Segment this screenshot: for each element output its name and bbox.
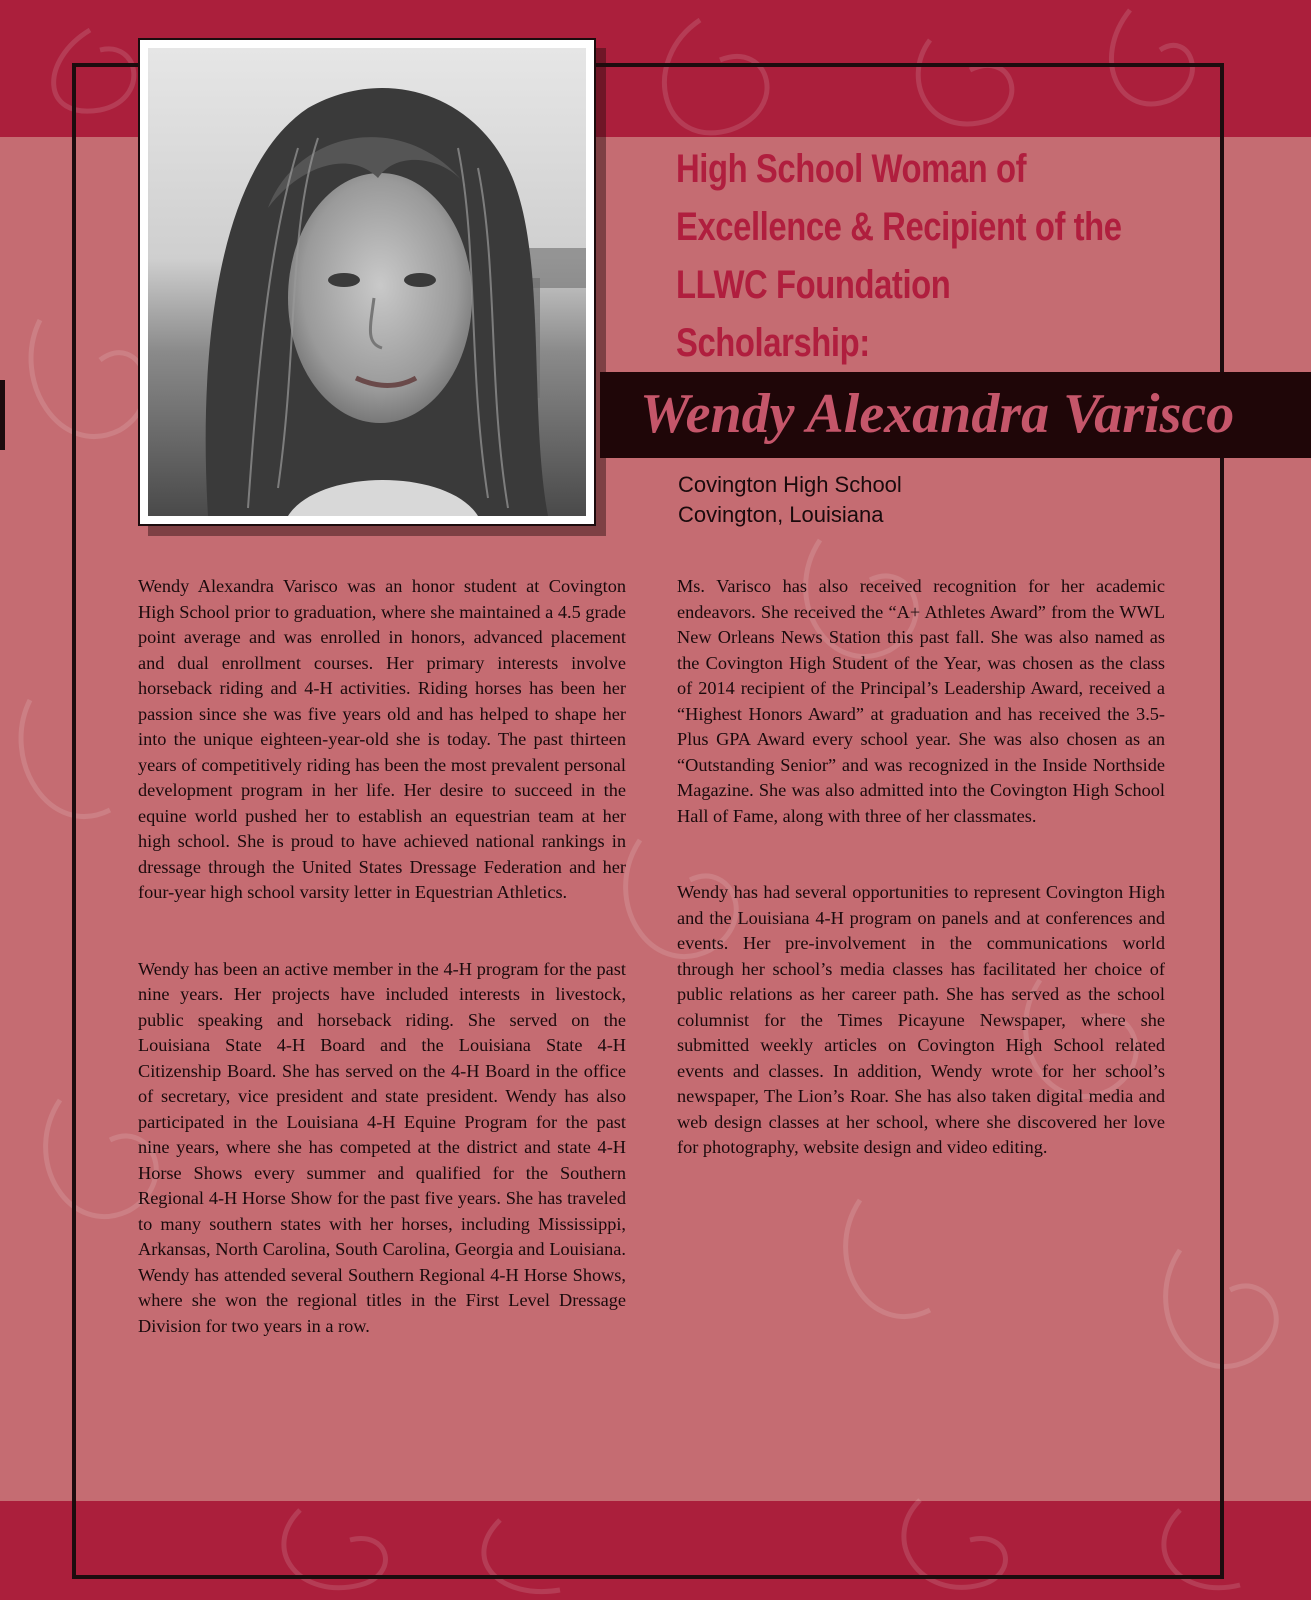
- portrait-photo: [138, 38, 596, 526]
- body-paragraph: Wendy Alexandra Varisco was an honor student at Covington High School prior to graduation, where she maintained a 4.5 grade point average and was enrolled in honors, advanced placement and dual enrollment courses. Her primary interests involve horseback riding and 4-H activities. Riding horses has been her passion since she was five years old and has helped to shape her into the unique eighteen-year-old she is today. The past thirteen years of competitively riding has been the most prevalent personal development program in her life. Her desire to succeed in the equine world pushed her to establish an equestrian team at her high school. She is proud to have achieved national rankings in dressage through the United States Dressage Federation and her four-year high school varsity letter in Equestrian Athletics.: [138, 576, 626, 902]
- portrait-image: [148, 48, 586, 516]
- school-name: Covington High School: [678, 472, 902, 497]
- left-column: [138, 574, 626, 1339]
- edge-tab: [0, 380, 5, 450]
- recipient-name: Wendy Alexandra Varisco: [640, 383, 1235, 445]
- page-title: High School Woman of Excellence & Recipient of the LLWC Foundation Scholarship:: [676, 147, 1122, 365]
- school-location: Covington, Louisiana: [678, 502, 884, 527]
- right-column: [677, 574, 1165, 1161]
- school-info: [678, 470, 1078, 530]
- body-paragraph: Ms. Varisco has also received recognition for her academic endeavors. She received the “A+ Athletes Award” from the WWL New Orleans News Station this past fall. She was also named as the Covington High Student of the Year, was chosen as the class of 2014 recipient of the Principal’s Leadership Award, received a “Highest Honors Award” at graduation and has received the 3.5-Plus GPA Award every school year. She was also chosen as an “Outstanding Senior” and was recognized in the Inside Northside Magazine. She was also admitted into the Covington High School Hall of Fame, along with three of her classmates.: [677, 576, 1165, 826]
- body-paragraph: Wendy has had several opportunities to represent Covington High and the Louisiana 4-H program on panels and at conferences and events. Her pre-involvement in the communications world through her school’s media classes has facilitated her choice of public relations as her career path. She has served as the school columnist for the Times Picayune Newspaper, where she submitted weekly articles on Covington High School related events and classes. In addition, Wendy wrote for her school’s newspaper, The Lion’s Roar. She has also taken digital media and web design classes at her school, where she discovered her love for photography, website design and video editing.: [677, 882, 1165, 1157]
- body-paragraph: Wendy has been an active member in the 4-H program for the past nine years. Her projects have included interests in livestock, public speaking and horseback riding. She served on the Louisiana State 4-H Board and the Louisiana State 4-H Citizenship Board. She has served on the 4-H Board in the office of secretary, vice president and state president. Wendy has also participated in the Louisiana 4-H Equine Program for the past nine years, where she has competed at the district and state 4-H Horse Shows every summer and qualified for the Southern Regional 4-H Horse Show for the past five years. She has traveled to many southern states with her horses, including Mississippi, Arkansas, North Carolina, South Carolina, Georgia and Louisiana. Wendy has attended several Southern Regional 4-H Horse Shows, where she won the regional titles in the First Level Dressage Division for two years in a row.: [138, 958, 626, 1336]
